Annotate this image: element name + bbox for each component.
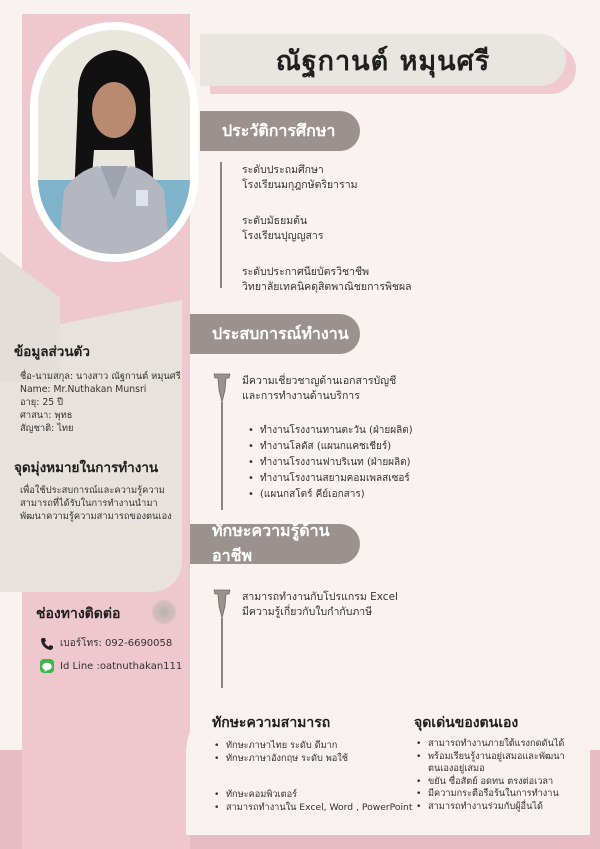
skill-line: สามารถทำงานกับโปรแกรม Excel xyxy=(242,591,398,603)
list-item: • ขยัน ซื่อสัตย์ อดทน ตรงต่อเวลา xyxy=(416,776,586,789)
strengths-list xyxy=(416,738,586,814)
info-line: อายุ: 25 ปี xyxy=(20,397,64,408)
abilities-list-2 xyxy=(214,789,412,814)
list-item: • สามารถทำงานภายใต้แรงกดดันได้ xyxy=(416,738,586,751)
education-level: ระดับประกาศนียบัตรวิชาชีพ xyxy=(242,266,370,278)
education-level: ระดับประถมศึกษา xyxy=(242,164,324,176)
jobs-list xyxy=(248,423,413,503)
list-item: • ทำงานโลตัส (แผนกแคชเชียร์) xyxy=(248,439,413,455)
info-line: ศาสนา: พุทธ xyxy=(20,410,73,421)
education-item xyxy=(242,265,412,295)
objective-line: สามารถที่ได้รับในการทำงานนำมา xyxy=(20,498,158,509)
education-level: ระดับมัธยมต้น xyxy=(242,215,308,227)
education-line xyxy=(220,162,222,288)
list-item: • ทักษะคอมพิวเตอร์ xyxy=(214,789,412,802)
education-heading xyxy=(200,111,360,151)
list-item: • สามารถทำงานใน Excel, Word , PowerPoint xyxy=(214,802,412,815)
personal-info-heading: ข้อมูลส่วนตัว xyxy=(14,344,90,360)
decor-dot xyxy=(152,600,176,624)
line-id: Id Line :oatnuthakan111 xyxy=(60,661,183,672)
phone-icon xyxy=(40,636,54,650)
list-item: • ทำงานโรงงานสยามคอมเพลสเซอร์ xyxy=(248,471,413,487)
pro-skills-text xyxy=(242,590,398,620)
name-banner xyxy=(200,34,566,86)
contact-heading: ช่องทางติดต่อ xyxy=(36,606,121,622)
list-item: • ทำงานโรงงานทานตะวัน (ฝ่ายผลิต) xyxy=(248,423,413,439)
list-item: • (แผนกสโตร์ คีย์เอกสาร) xyxy=(248,487,413,503)
summary-line: มีความเชี่ยวชาญด้านเอกสารบัญชี xyxy=(242,375,397,387)
list-item: • สามารถทำงานร่วมกับผู้อื่นได้ xyxy=(416,801,586,814)
abilities-list xyxy=(214,740,348,765)
list-item: • มีความกระตือรือร้นในการทำงาน xyxy=(416,788,586,801)
abilities-heading: ทักษะความสามารถ xyxy=(212,715,331,731)
experience-heading xyxy=(190,314,360,354)
objective-heading: จุดมุ่งหมายในการทำงาน xyxy=(14,460,159,476)
profile-photo xyxy=(38,30,190,254)
pen-nib-icon xyxy=(213,372,231,516)
personal-info-list xyxy=(20,370,181,435)
summary-line: และการทำงานด้านบริการ xyxy=(242,390,360,402)
experience-heading-text: ประสบการณ์ทำงาน xyxy=(212,323,349,343)
education-item xyxy=(242,214,323,244)
objective-line: เพื่อใช้ประสบการณ์และความรู้ความ xyxy=(20,485,165,496)
pro-skills-heading-text: ทักษะความรู้ด้านอาชีพ xyxy=(212,521,330,565)
education-school: วิทยาลัยเทคนิคดุสิตพาณิชยการพิชผล xyxy=(242,281,412,293)
education-heading-text: ประวัติการศึกษา xyxy=(222,120,336,140)
objective-line: พัฒนาความรู้ความสามารถของตนเอง xyxy=(20,511,172,522)
skill-line: มีความรู้เกี่ยวกับใบกำกับภาษี xyxy=(242,606,373,618)
experience-summary xyxy=(242,374,396,404)
list-item: • พร้อมเรียนรู้งานอยู่เสมอและพัฒนา ตนเองอยู่เสมอ xyxy=(416,751,586,776)
education-school: โรงเรียนปุญญสาร xyxy=(242,230,324,242)
info-line: Name: Mr.Nuthakan Munsri xyxy=(20,384,147,395)
education-item xyxy=(242,163,358,193)
info-line: ชื่อ-นามสกุล: นางสาว ณัฐกานต์ หมุนศรี xyxy=(20,371,181,382)
strengths-heading: จุดเด่นของตนเอง xyxy=(414,715,519,731)
objective-text xyxy=(20,484,172,523)
list-item: • ทักษะภาษาอังกฤษ ระดับ พอใช้ xyxy=(214,753,348,766)
info-line: สัญชาติ: ไทย xyxy=(20,423,74,434)
person-silhouette-icon xyxy=(38,30,190,254)
list-item: • ทำงานโรงงานฟาบริเนท (ฝ่ายผลิต) xyxy=(248,455,413,471)
pro-skills-heading xyxy=(190,521,360,565)
line-app-icon xyxy=(40,659,54,673)
phone-number: เบอร์โทร: 092-6690058 xyxy=(60,638,173,649)
full-name: ณัฐกานต์ หมุนศรี xyxy=(275,45,491,77)
education-school: โรงเรียนมกุฎกษัตริยาราม xyxy=(242,179,358,191)
pen-nib-icon xyxy=(213,588,231,694)
list-item: • ทักษะภาษาไทย ระดับ ดีมาก xyxy=(214,740,348,753)
